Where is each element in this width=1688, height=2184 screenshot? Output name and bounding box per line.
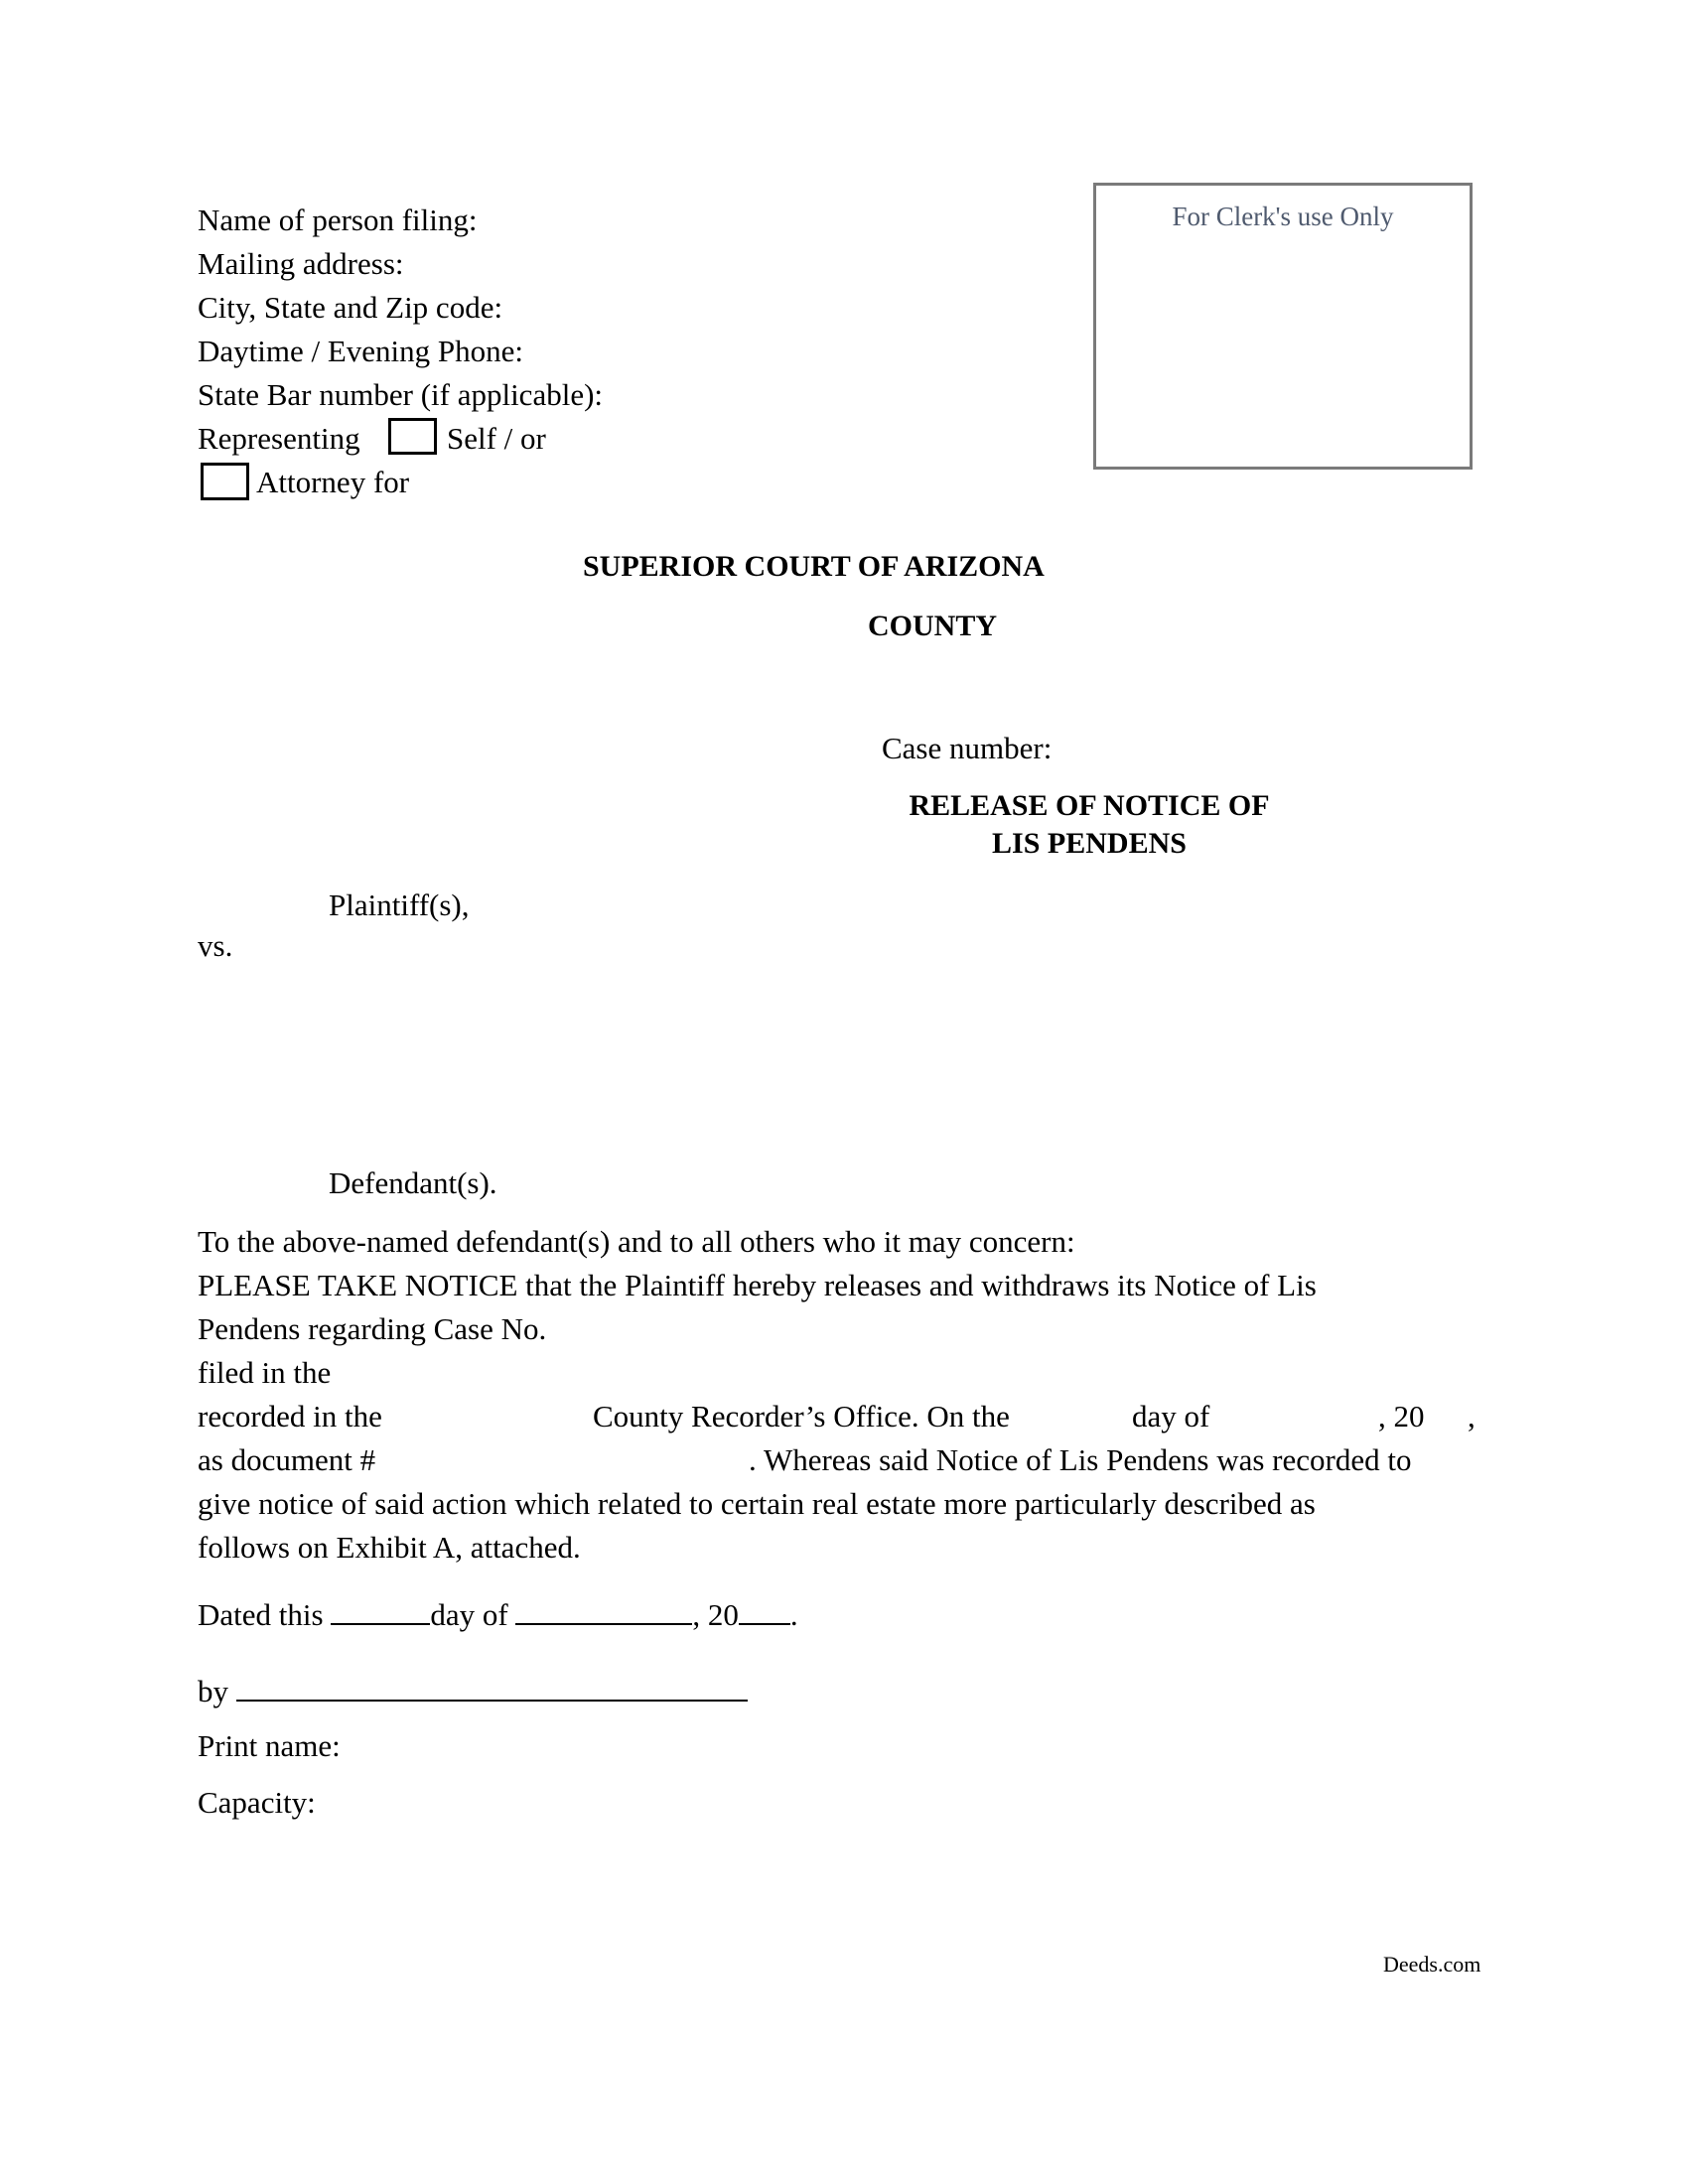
capacity-label: Capacity: [198, 1785, 316, 1820]
day-blank[interactable] [331, 1597, 430, 1625]
year-blank[interactable] [739, 1597, 790, 1625]
day-of-label: day of [1132, 1399, 1210, 1433]
self-checkbox[interactable] [388, 418, 437, 455]
print-name-label: Print name: [198, 1728, 341, 1763]
state-bar-number-label: State Bar number (if applicable): [198, 377, 604, 412]
comma-label: , [1468, 1399, 1476, 1433]
dated-line [198, 1597, 798, 1630]
notice-body-line: PLEASE TAKE NOTICE that the Plaintiff hereby releases and withdraws its Notice of Lis [198, 1268, 1317, 1302]
phone-label: Daytime / Evening Phone: [198, 334, 524, 368]
representing-label: Representing [198, 421, 360, 456]
clerk-use-box [1093, 183, 1473, 470]
year-prefix-label: , 20 [692, 1597, 739, 1632]
document-title-line2: LIS PENDENS [992, 827, 1187, 860]
clerk-use-label: For Clerk's use Only [1172, 202, 1394, 231]
plaintiff-label: Plaintiff(s), [329, 887, 470, 922]
name-of-person-filing-label: Name of person filing: [198, 203, 478, 237]
case-number-label: Case number: [882, 731, 1053, 765]
vs-label: vs. [198, 928, 233, 963]
self-or-label: Self / or [447, 421, 546, 456]
attorney-for-label: Attorney for [256, 465, 410, 499]
month-blank[interactable] [515, 1597, 692, 1625]
by-label: by [198, 1674, 228, 1708]
footer-brand: Deeds.com [1383, 1952, 1481, 1977]
year-prefix-label: , 20 [1378, 1399, 1425, 1433]
defendant-label: Defendant(s). [329, 1165, 497, 1200]
dated-this-label: Dated this [198, 1597, 324, 1632]
notice-body-line: Pendens regarding Case No. [198, 1311, 547, 1346]
notice-body-line: filed in the [198, 1355, 332, 1390]
court-title: SUPERIOR COURT OF ARIZONA [583, 550, 1045, 583]
notice-body-line: give notice of said action which related to certain real estate more particularly described as [198, 1486, 1316, 1521]
city-state-zip-label: City, State and Zip code: [198, 290, 503, 325]
period-label: . [789, 1597, 798, 1632]
day-of-label: day of [430, 1597, 508, 1632]
county-recorder-office-label: County Recorder’s Office. On the [593, 1399, 1010, 1433]
county-heading: COUNTY [868, 610, 998, 642]
notice-addressee-line: To the above-named defendant(s) and to all others who it may concern: [198, 1224, 1075, 1259]
document-title-line1: RELEASE OF NOTICE OF [909, 789, 1270, 822]
document-number-label: as document # [198, 1442, 376, 1477]
notice-body-line: follows on Exhibit A, attached. [198, 1530, 581, 1565]
signature-blank[interactable] [236, 1674, 748, 1702]
notice-body-line: . Whereas said Notice of Lis Pendens was recorded to [749, 1442, 1412, 1477]
attorney-checkbox[interactable] [201, 463, 249, 500]
mailing-address-label: Mailing address: [198, 246, 404, 281]
by-line [198, 1674, 748, 1706]
recorded-in-label: recorded in the [198, 1399, 382, 1433]
